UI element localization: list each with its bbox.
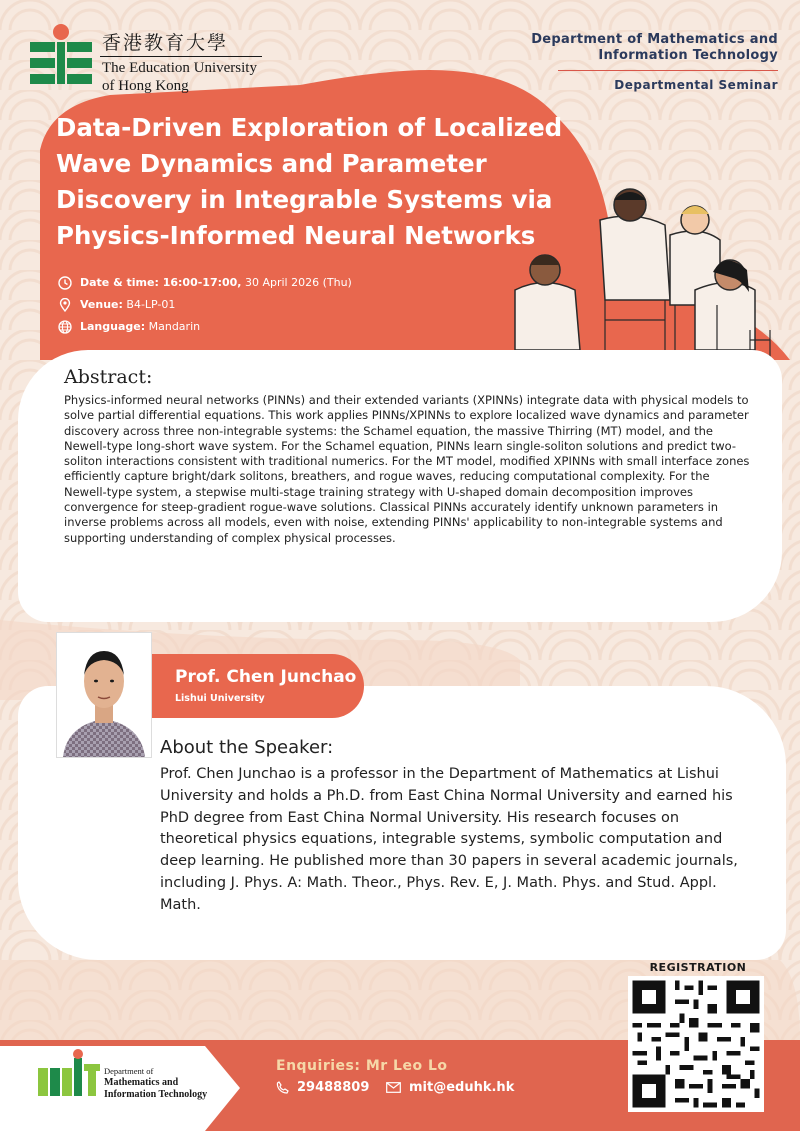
language-line — [58, 320, 200, 334]
university-logo — [30, 24, 270, 94]
venue-value: B4-LP-01 — [122, 298, 176, 311]
seminar-title: Data-Driven Exploration of Localized Wave Dynamics and Parameter Discovery in Integrable Systems via Physics-Informed Neural Networks — [56, 113, 563, 250]
mail-icon — [386, 1082, 401, 1093]
speaker-name: Prof. Chen Junchao — [175, 667, 357, 687]
about-speaker-text: Prof. Chen Junchao is a professor in the Department of Mathematics at Lishui University and holds a Ph.D. from East China Normal University and earned his PhD degree from East China Normal University. His research focuses on theoretical physics equations, integrable systems, symbolic computation and deep learning. He published more than 30 papers in several academic journals, including J. Phys. A: Math. Theor., Phys. Rev. E, J. Math. Phys. and Stud. Appl. Math. — [160, 766, 738, 913]
people-illustration — [505, 180, 775, 360]
university-name-zh: 香港教育大學 — [102, 32, 229, 54]
mit-dept-line3: Information Technology — [104, 1089, 208, 1100]
phone-number[interactable]: 29488809 — [297, 1080, 370, 1095]
venue-line — [58, 298, 175, 312]
venue-label: Venue: — [80, 298, 123, 311]
email-address[interactable]: mit@eduhk.hk — [409, 1080, 515, 1095]
location-pin-icon — [58, 298, 72, 312]
clock-icon — [58, 276, 72, 290]
university-name-en-line1: The Education University — [102, 60, 257, 76]
language-value: Mandarin — [145, 320, 201, 333]
phone-icon — [276, 1081, 289, 1094]
abstract-text: Physics-informed neural networks (PINNs) and their extended variants (XPINNs) integrate data with physical models to solve partial differential equations. This work applies PINNs/XPINNs to explore localized wave dynamics and parameter discovery across three non-integrable systems: the Schamel equation, the massive Thirring (MT) model, and the Newell-type long-short wave system. For the Schamel equation, PINNs learn single-soliton solutions and predict two-soliton interactions consistent with traditional numerics. For the MT model, modified XPINNs with small interface zones efficiently capture bright/dark solitons, breathers, and rogue waves, reducing computational complexity. For the Newell-type system, a stepwise multi-stage training strategy with U-shaped domain decomposition improves convergence for steep-gradient rogue-wave solutions. Classical PINNs accurately identify unknown parameters in inverse problems across all models, even with noise, extending PINNs' applicability to non-integrable systems and supporting understanding of complex physical processes. — [64, 393, 750, 545]
registration-qr-code[interactable] — [628, 976, 764, 1112]
about-speaker-heading: About the Speaker: — [160, 737, 334, 758]
department-name — [458, 32, 778, 64]
registration-label: REGISTRATION — [649, 961, 747, 974]
speaker-affiliation: Lishui University — [175, 693, 265, 704]
date-value: 30 April 2026 (Thu) — [241, 276, 352, 289]
abstract-heading: Abstract: — [64, 366, 153, 388]
university-emblem-icon — [30, 24, 92, 86]
date-label: Date & time: 16:00-17:00, — [80, 276, 242, 289]
department-line1: Department of Mathematics and — [531, 32, 778, 47]
event-type: Departmental Seminar — [614, 78, 778, 92]
enquiries-contact: Enquiries: Mr Leo Lo — [276, 1058, 448, 1074]
language-label: Language: — [80, 320, 146, 333]
mit-dept-line2: Mathematics and — [104, 1077, 179, 1088]
phone-line — [276, 1080, 369, 1095]
department-divider — [558, 70, 778, 71]
logo-divider — [100, 56, 262, 57]
university-name-en-line2: of Hong Kong — [102, 78, 189, 94]
email-line — [386, 1080, 514, 1095]
department-line2: Information Technology — [598, 48, 778, 63]
speaker-portrait-icon — [57, 633, 151, 757]
speaker-photo — [56, 632, 152, 758]
globe-icon — [58, 320, 72, 334]
date-time-line — [58, 276, 352, 290]
mit-dept-line1: Department of — [104, 1066, 154, 1076]
